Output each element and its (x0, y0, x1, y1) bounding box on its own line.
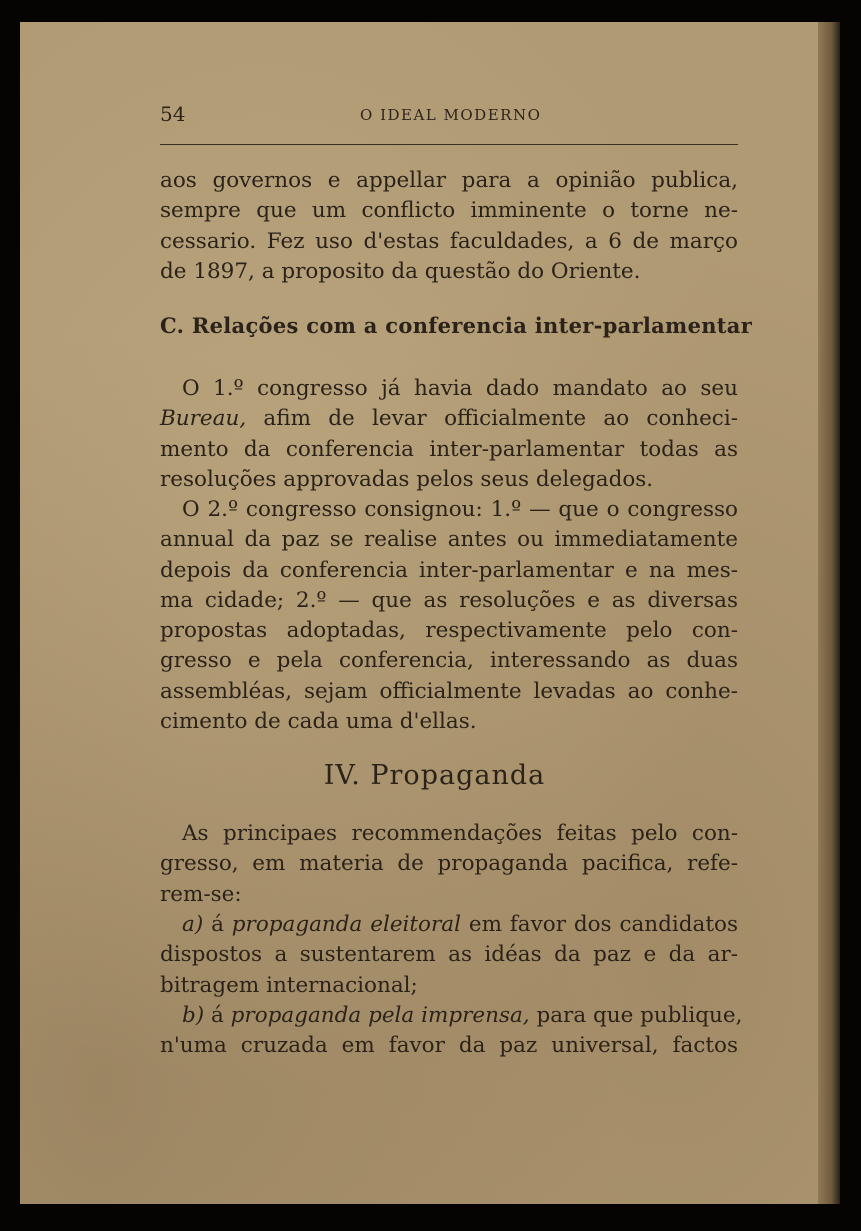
item-marker: a) (182, 912, 204, 937)
text-line (160, 404, 738, 434)
text-line: O 1.º congresso já havia dado mandato ao seu (182, 376, 738, 401)
paragraph-3 (160, 495, 738, 737)
subheading: C. Relações com a conferencia inter-parlamentar (160, 313, 753, 338)
text-line (160, 910, 738, 940)
italic-text: propaganda pela imprensa, (230, 1003, 530, 1028)
text-line: gresso e pela conferencia, interessando as duas (160, 648, 738, 674)
text-line: depois da conferencia inter-parlamentar e na mes- (160, 557, 738, 583)
item-marker: b) (182, 1003, 205, 1028)
text-line: de 1897, a proposito da questão do Oriente. (160, 258, 641, 284)
text-span: á (204, 1003, 231, 1028)
text-line: gresso, em materia de propaganda pacifica, refe- (160, 851, 738, 877)
page-number: 54 (160, 102, 186, 126)
list-item-a (160, 910, 738, 1001)
header-rule (160, 144, 738, 145)
running-title: O IDEAL MODERNO (360, 106, 542, 124)
text-line: bitragem internacional; (160, 972, 418, 998)
italic-text: Bureau, (160, 406, 247, 432)
text-line: propostas adoptadas, respectivamente pelo con- (160, 618, 738, 644)
page-edge (818, 22, 840, 1204)
text-line: annual da paz se realise antes ou immediatamente (160, 527, 738, 553)
text-line: ma cidade; 2.º — que as resoluções e as diversas (160, 587, 738, 613)
text-line: assembléas, sejam officialmente levadas ao conhe- (160, 678, 738, 704)
text-line (160, 1001, 743, 1031)
text-span: afim de levar officialmente ao conheci- (246, 406, 738, 432)
text-span: para que publique, (529, 1003, 743, 1028)
text-line: n'uma cruzada em favor da paz universal, factos (160, 1033, 738, 1059)
paragraph-2 (160, 374, 738, 495)
text-line: O 2.º congresso consignou: 1.º — que o congresso (182, 497, 738, 522)
text-line: cessario. Fez uso d'estas faculdades, a 6 de março (160, 228, 738, 254)
text-line: sempre que um conflicto imminente o torne ne- (160, 198, 738, 224)
page-header (160, 102, 735, 132)
text-line: resoluções approvadas pelos seus delegados. (160, 466, 654, 492)
section-title: IV. Propaganda (323, 760, 546, 791)
text-line: dispostos a sustentarem as idéas da paz e da ar- (160, 942, 738, 968)
text-line: As principaes recommendações feitas pelo con- (182, 821, 738, 846)
text-span: em favor dos candidatos (460, 912, 738, 937)
text-line: rem-se: (160, 881, 242, 907)
list-item-b (160, 1001, 743, 1062)
paragraph-1 (160, 166, 738, 287)
text-line: mento da conferencia inter-parlamentar todas as (160, 436, 738, 462)
text-line: aos governos e appellar para a opinião publica, (160, 168, 738, 193)
text-span: á (203, 912, 232, 937)
text-line: cimento de cada uma d'ellas. (160, 709, 477, 735)
italic-text: propaganda eleitoral (231, 912, 461, 937)
paragraph-4 (160, 819, 738, 910)
